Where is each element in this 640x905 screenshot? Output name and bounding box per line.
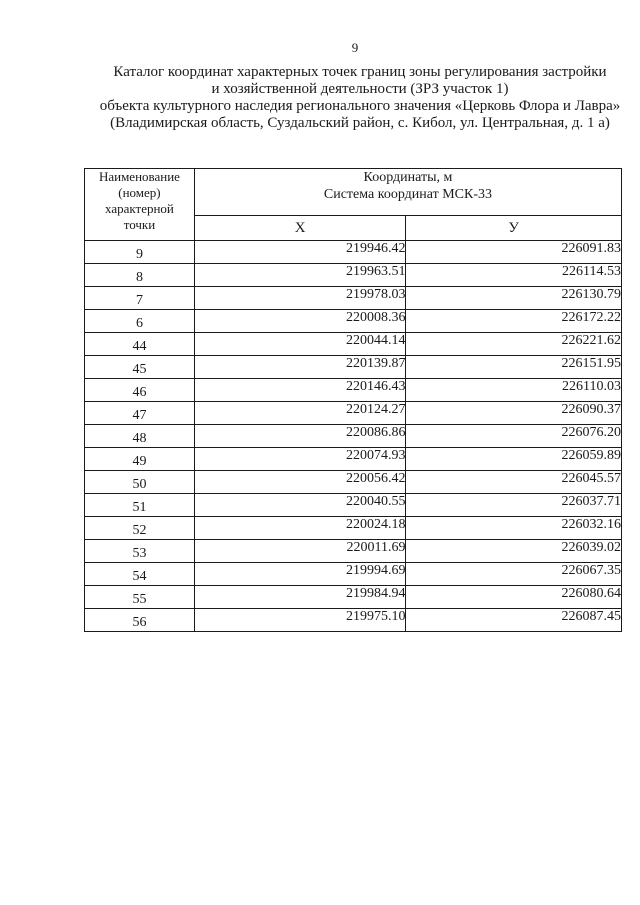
- y-coordinate-cell: 226037.71: [406, 494, 622, 517]
- x-coordinate-cell: 220139.87: [194, 356, 406, 379]
- x-coordinate-cell: 220011.69: [194, 540, 406, 563]
- x-coordinate-cell: 219946.42: [194, 241, 406, 264]
- header-point-name-line: точки: [123, 217, 156, 232]
- x-coordinate-cell: 220146.43: [194, 379, 406, 402]
- point-name-cell: 6: [85, 310, 195, 333]
- x-coordinate-cell: 220008.36: [194, 310, 406, 333]
- point-name-cell: 51: [85, 494, 195, 517]
- coordinates-table: [84, 168, 622, 632]
- table-row: [85, 425, 622, 448]
- point-name-cell: 46: [85, 379, 195, 402]
- y-coordinate-cell: 226032.16: [406, 517, 622, 540]
- table-row: [85, 471, 622, 494]
- point-name-cell: 9: [85, 241, 195, 264]
- x-coordinate-cell: 220124.27: [194, 402, 406, 425]
- y-coordinate-cell: 226221.62: [406, 333, 622, 356]
- x-coordinate-cell: 219984.94: [194, 586, 406, 609]
- x-coordinate-cell: 219994.69: [194, 563, 406, 586]
- y-coordinate-cell: 226130.79: [406, 287, 622, 310]
- table-row: [85, 494, 622, 517]
- table-row: [85, 563, 622, 586]
- title-line: объекта культурного наследия регионального значения «Церковь Флора и Лавра»: [99, 98, 621, 114]
- y-coordinate-cell: 226045.57: [406, 471, 622, 494]
- point-name-cell: 44: [85, 333, 195, 356]
- point-name-cell: 8: [85, 264, 195, 287]
- y-coordinate-cell: 226059.89: [406, 448, 622, 471]
- point-name-cell: 47: [85, 402, 195, 425]
- x-coordinate-cell: 220074.93: [194, 448, 406, 471]
- header-coordinates-line: Система координат МСК-33: [323, 187, 493, 202]
- header-point-name: [85, 169, 195, 241]
- point-name-cell: 56: [85, 609, 195, 632]
- document-title: [80, 64, 640, 132]
- y-coordinate-cell: 226151.95: [406, 356, 622, 379]
- y-coordinate-cell: 226091.83: [406, 241, 622, 264]
- table-row: [85, 287, 622, 310]
- point-name-cell: 45: [85, 356, 195, 379]
- table-row: [85, 517, 622, 540]
- point-name-cell: 52: [85, 517, 195, 540]
- table-row: [85, 310, 622, 333]
- header-coordinates: [194, 169, 621, 216]
- header-point-name-line: Наименование: [98, 169, 180, 184]
- table-row: [85, 379, 622, 402]
- table-row: [85, 402, 622, 425]
- header-coordinates-line: Координаты, м: [363, 170, 453, 185]
- point-name-cell: 50: [85, 471, 195, 494]
- y-coordinate-cell: 226080.64: [406, 586, 622, 609]
- x-coordinate-cell: 219963.51: [194, 264, 406, 287]
- x-coordinate-cell: 219975.10: [194, 609, 406, 632]
- y-coordinate-cell: 226076.20: [406, 425, 622, 448]
- point-name-cell: 48: [85, 425, 195, 448]
- table-row: [85, 264, 622, 287]
- x-coordinate-cell: 220040.55: [194, 494, 406, 517]
- y-coordinate-cell: 226110.03: [406, 379, 622, 402]
- y-coordinate-cell: 226090.37: [406, 402, 622, 425]
- x-coordinate-cell: 220044.14: [194, 333, 406, 356]
- title-line: Каталог координат характерных точек границ зоны регулирования застройки: [113, 64, 607, 80]
- point-name-cell: 53: [85, 540, 195, 563]
- table-row: [85, 448, 622, 471]
- point-name-cell: 55: [85, 586, 195, 609]
- x-coordinate-cell: 219978.03: [194, 287, 406, 310]
- y-coordinate-cell: 226172.22: [406, 310, 622, 333]
- header-point-name-line: характерной: [105, 201, 174, 216]
- table-body: [85, 241, 622, 632]
- table-row: [85, 356, 622, 379]
- page-number: 9: [351, 40, 359, 55]
- table-row: [85, 586, 622, 609]
- header-y: У: [406, 216, 622, 241]
- x-coordinate-cell: 220024.18: [194, 517, 406, 540]
- y-coordinate-cell: 226087.45: [406, 609, 622, 632]
- title-line: и хозяйственной деятельности (ЗРЗ участок 1): [211, 81, 509, 97]
- table-row: [85, 540, 622, 563]
- table-row: [85, 241, 622, 264]
- y-coordinate-cell: 226039.02: [406, 540, 622, 563]
- table-row: [85, 333, 622, 356]
- table-row: [85, 609, 622, 632]
- point-name-cell: 49: [85, 448, 195, 471]
- x-coordinate-cell: 220056.42: [194, 471, 406, 494]
- y-coordinate-cell: 226067.35: [406, 563, 622, 586]
- title-line: (Владимирская область, Суздальский район, с. Кибол, ул. Центральная, д. 1 а): [110, 115, 610, 131]
- point-name-cell: 7: [85, 287, 195, 310]
- y-coordinate-cell: 226114.53: [406, 264, 622, 287]
- header-x: Х: [194, 216, 406, 241]
- x-coordinate-cell: 220086.86: [194, 425, 406, 448]
- header-point-name-line: (номер): [118, 185, 161, 200]
- point-name-cell: 54: [85, 563, 195, 586]
